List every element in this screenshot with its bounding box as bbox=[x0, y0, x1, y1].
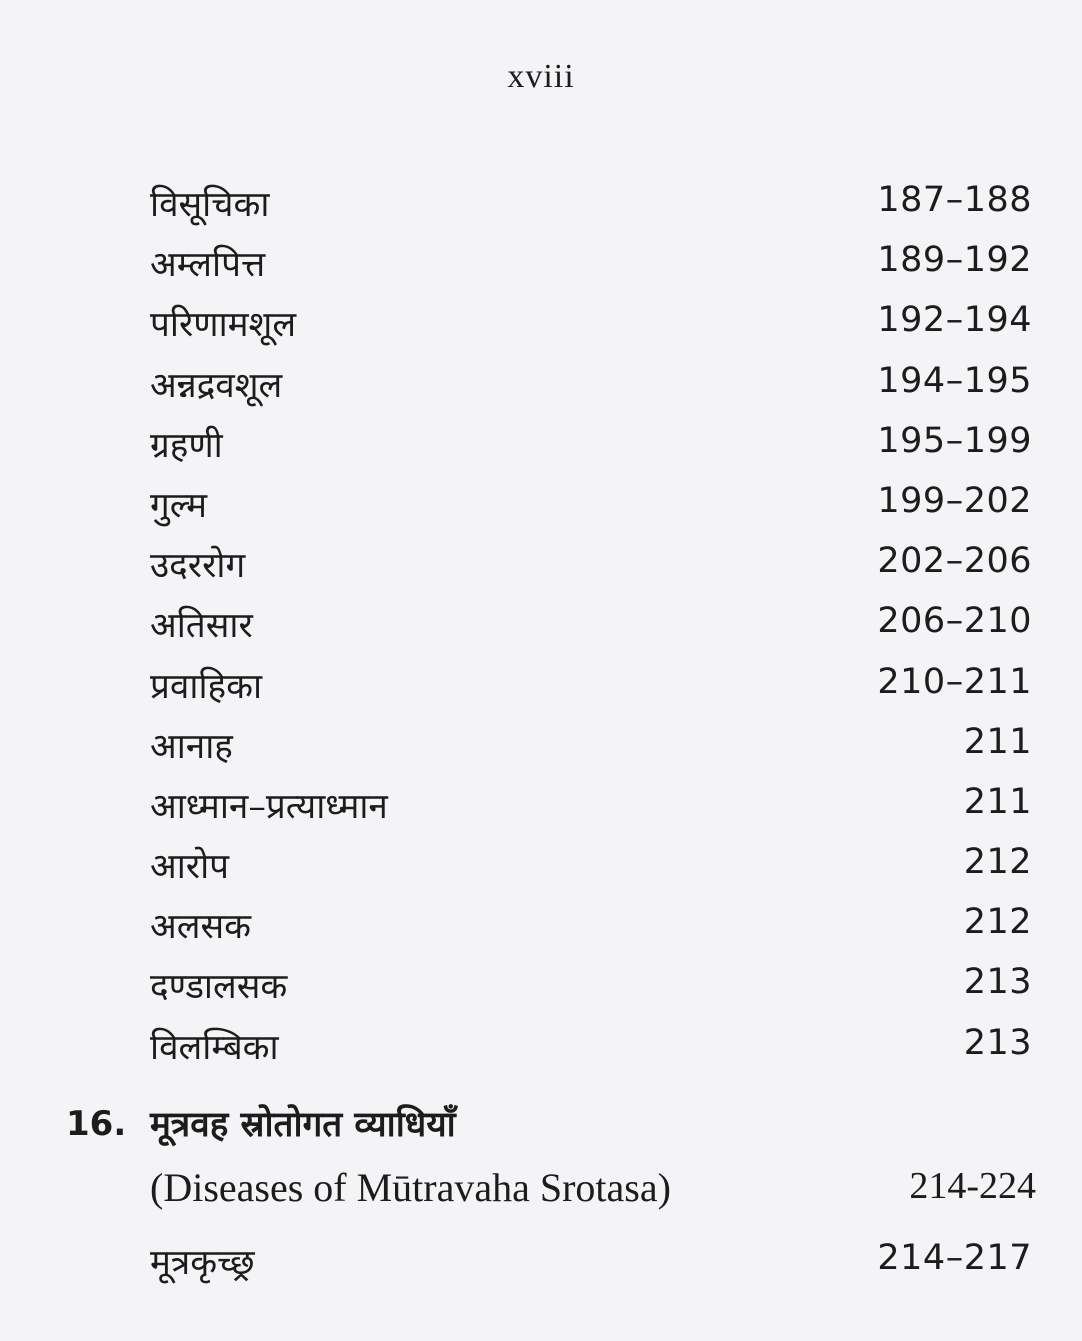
toc-entry-title: दण्डालसक bbox=[150, 967, 288, 1008]
toc-entry bbox=[0, 1019, 1082, 1079]
toc-entry-title: अतिसार bbox=[150, 606, 253, 647]
chapter-heading bbox=[0, 1098, 1082, 1158]
toc-entry bbox=[0, 296, 1082, 356]
page-number: xviii bbox=[507, 58, 575, 95]
toc-entry-title: अन्नद्रवशूल bbox=[150, 365, 283, 406]
chapter-subtitle-pages: 214-224 bbox=[909, 1165, 1036, 1207]
toc-entry-pages: 213 bbox=[963, 1022, 1032, 1063]
toc-entry-title: आध्मान–प्रत्याध्मान bbox=[150, 786, 388, 827]
chapter-subtitle: (Diseases of Mūtravaha Srotasa) bbox=[150, 1165, 671, 1210]
toc-entry-pages: 212 bbox=[963, 842, 1032, 883]
toc-entry-pages: 210–211 bbox=[877, 661, 1032, 702]
toc-entry-pages: 189–192 bbox=[877, 240, 1032, 281]
toc-entry-title: आरोप bbox=[150, 847, 230, 888]
toc-entry-title: विसूचिका bbox=[150, 185, 270, 225]
toc-entry-pages: 202–206 bbox=[877, 541, 1032, 582]
toc-entry bbox=[0, 838, 1082, 898]
toc-entry-pages: 194–195 bbox=[877, 360, 1032, 401]
toc-entry-title: ग्रहणी bbox=[150, 425, 223, 466]
toc-entry bbox=[0, 417, 1082, 477]
toc-entry-pages: 192–194 bbox=[877, 300, 1032, 341]
toc-entry-title: प्रवाहिका bbox=[150, 666, 263, 707]
table-of-contents bbox=[0, 176, 1082, 1079]
toc-entry-pages: 206–210 bbox=[877, 601, 1032, 642]
chapter-subtitle-row bbox=[0, 1162, 1082, 1222]
toc-entry bbox=[0, 658, 1082, 718]
toc-entry-title: आनाह bbox=[150, 726, 233, 767]
toc-entry-pages: 213 bbox=[963, 962, 1032, 1003]
toc-entry bbox=[0, 597, 1082, 657]
toc-entry bbox=[0, 778, 1082, 838]
toc-entry-pages: 211 bbox=[963, 721, 1032, 762]
toc-entry-title: विलम्बिका bbox=[150, 1027, 279, 1068]
toc-entry-title: गुल्म bbox=[150, 485, 208, 526]
toc-entry-pages: 199–202 bbox=[877, 480, 1032, 521]
toc-entry-pages: 187–188 bbox=[877, 180, 1032, 220]
toc-entry bbox=[0, 176, 1082, 236]
toc-entry bbox=[0, 1234, 1082, 1294]
toc-entry-title: अम्लपित्त bbox=[150, 245, 266, 286]
toc-entry-pages: 212 bbox=[963, 902, 1032, 943]
toc-entry-pages: 214–217 bbox=[877, 1238, 1032, 1278]
toc-entry-title: परिणामशूल bbox=[150, 305, 297, 346]
chapter-title: मूत्रवह स्रोतोगत व्याधियाँ bbox=[150, 1104, 456, 1145]
toc-entry-pages: 211 bbox=[963, 781, 1032, 822]
toc-entry bbox=[0, 898, 1082, 958]
toc-entry bbox=[0, 236, 1082, 296]
toc-entry-title: मूत्रकृच्छ्र bbox=[150, 1243, 255, 1283]
toc-entry-title: अलसक bbox=[150, 907, 252, 948]
chapter-number: 16. bbox=[66, 1104, 127, 1144]
toc-entry bbox=[0, 537, 1082, 597]
toc-entry bbox=[0, 357, 1082, 417]
toc-entry bbox=[0, 718, 1082, 778]
toc-entry bbox=[0, 477, 1082, 537]
toc-entry-title: उदररोग bbox=[150, 546, 246, 587]
toc-entry bbox=[0, 958, 1082, 1018]
toc-entry-pages: 195–199 bbox=[877, 420, 1032, 461]
